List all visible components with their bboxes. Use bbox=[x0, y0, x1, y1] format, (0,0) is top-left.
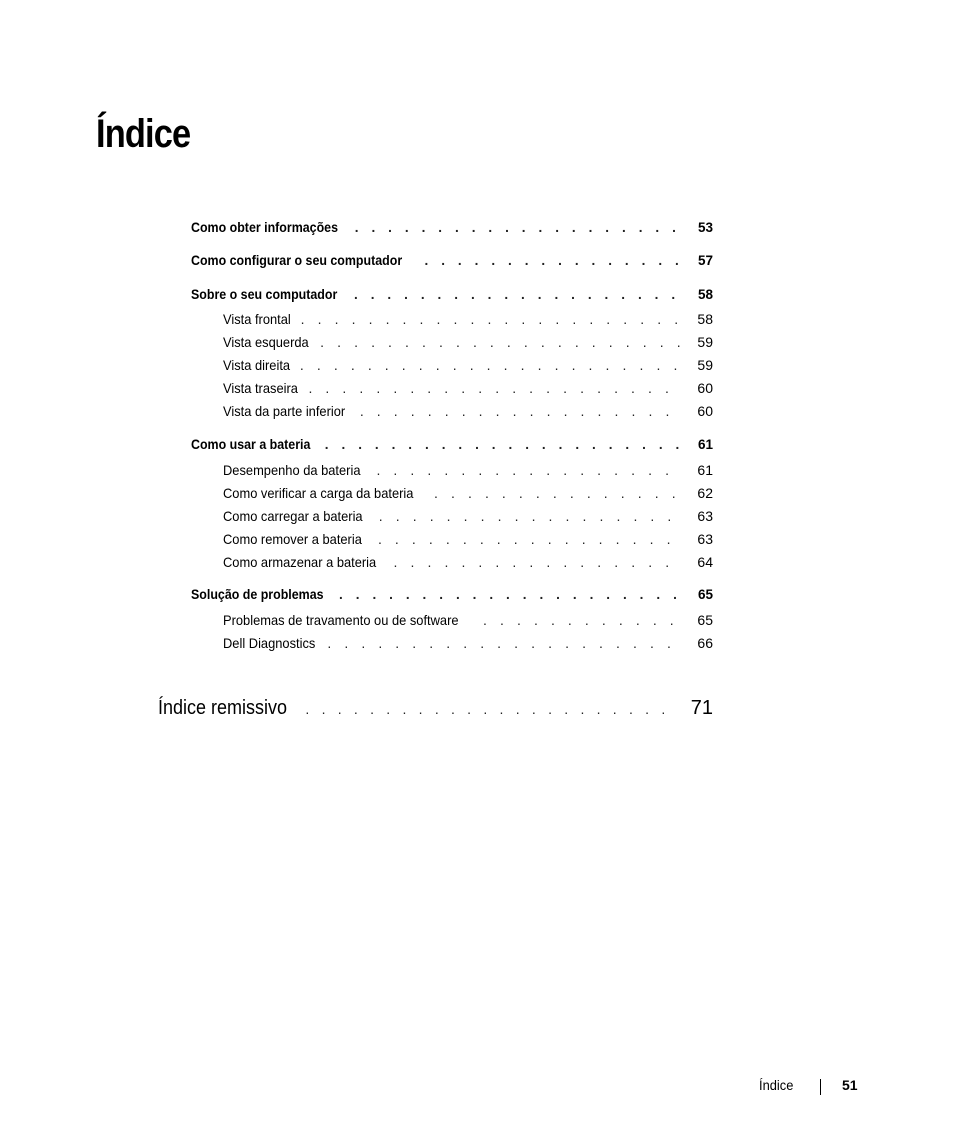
dot-leader bbox=[379, 507, 684, 525]
toc-entry-como-obter-informacoes[interactable] bbox=[191, 219, 713, 237]
toc-entry-label: Índice remissivo bbox=[158, 697, 288, 719]
toc-entry-page: 61 bbox=[697, 462, 713, 478]
toc-entry-page: 66 bbox=[697, 635, 713, 651]
toc-entry-page: 64 bbox=[697, 554, 713, 570]
toc-entry-vista-direita[interactable] bbox=[223, 356, 713, 374]
toc-entry-label: Como verificar a carga da bateria bbox=[223, 485, 414, 501]
toc-entry-page: 62 bbox=[697, 485, 713, 501]
toc-entry-page: 59 bbox=[697, 357, 713, 373]
toc-entry-vista-esquerda[interactable] bbox=[223, 333, 713, 351]
dot-leader bbox=[360, 402, 684, 420]
toc-entry-como-remover-a-bateria[interactable] bbox=[223, 530, 713, 548]
dot-leader bbox=[394, 553, 684, 571]
toc-entry-page: 60 bbox=[697, 380, 713, 396]
dot-leader bbox=[300, 356, 684, 374]
dot-leader bbox=[355, 219, 684, 237]
dot-leader bbox=[339, 586, 684, 604]
toc-entry-page: 63 bbox=[697, 531, 713, 547]
toc-entry-label: Dell Diagnostics bbox=[223, 635, 316, 651]
dot-leader bbox=[320, 333, 683, 351]
toc-entry-page: 65 bbox=[697, 587, 713, 602]
toc-entry-page: 58 bbox=[697, 311, 713, 327]
toc-entry-desempenho-da-bateria[interactable] bbox=[223, 461, 713, 479]
toc-entry-label: Problemas de travamento ou de software bbox=[223, 612, 459, 628]
toc-entry-page: 71 bbox=[690, 697, 713, 719]
toc-entry-como-armazenar-a-bateria[interactable] bbox=[223, 553, 713, 571]
toc-entry-problemas-de-travamento[interactable] bbox=[223, 611, 713, 629]
toc-entry-label: Desempenho da bateria bbox=[223, 462, 361, 478]
dot-leader bbox=[425, 252, 684, 270]
dot-leader bbox=[325, 436, 684, 454]
toc-entry-como-carregar-a-bateria[interactable] bbox=[223, 507, 713, 525]
dot-leader bbox=[483, 611, 683, 629]
toc-entry-label: Vista direita bbox=[223, 357, 291, 373]
toc-entry-vista-traseira[interactable] bbox=[223, 379, 713, 397]
toc-entry-vista-frontal[interactable] bbox=[223, 310, 713, 328]
toc-entry-solucao-de-problemas[interactable] bbox=[191, 586, 713, 604]
dot-leader bbox=[301, 310, 684, 328]
toc-entry-dell-diagnostics[interactable] bbox=[223, 634, 713, 652]
toc-entry-como-configurar[interactable] bbox=[191, 252, 713, 270]
toc-entry-label: Como usar a bateria bbox=[191, 437, 311, 452]
dot-leader bbox=[308, 379, 683, 397]
toc-entry-label: Como armazenar a bateria bbox=[223, 554, 377, 570]
dot-leader bbox=[376, 461, 683, 479]
toc-entry-label: Como obter informações bbox=[191, 220, 338, 235]
dot-leader bbox=[354, 286, 684, 304]
toc-entry-label: Como remover a bateria bbox=[223, 531, 362, 547]
toc-entry-label: Como carregar a bateria bbox=[223, 508, 363, 524]
toc-entry-page: 63 bbox=[697, 508, 713, 524]
dot-leader bbox=[327, 634, 683, 652]
toc-entry-como-verificar-a-carga[interactable] bbox=[223, 484, 713, 502]
toc-entry-como-usar-a-bateria[interactable] bbox=[191, 436, 713, 454]
page-title: Índice bbox=[96, 112, 191, 156]
dot-leader bbox=[305, 697, 676, 721]
toc-entry-label: Solução de problemas bbox=[191, 587, 324, 602]
toc-entry-vista-da-parte-inferior[interactable] bbox=[223, 402, 713, 420]
footer-page-number: 51 bbox=[842, 1077, 858, 1093]
toc-entry-page: 53 bbox=[697, 220, 713, 235]
toc-entry-indice-remissivo[interactable] bbox=[158, 696, 713, 721]
toc-entry-label: Vista traseira bbox=[223, 380, 298, 396]
dot-leader bbox=[434, 484, 683, 502]
toc-entry-page: 61 bbox=[697, 437, 713, 452]
toc-entry-page: 57 bbox=[697, 253, 713, 268]
footer-divider bbox=[820, 1079, 821, 1095]
toc-entry-label: Sobre o seu computador bbox=[191, 287, 338, 302]
toc-entry-page: 60 bbox=[697, 403, 713, 419]
toc-entry-page: 59 bbox=[697, 334, 713, 350]
toc-entry-label: Como configurar o seu computador bbox=[191, 253, 403, 268]
dot-leader bbox=[378, 530, 683, 548]
toc-entry-page: 58 bbox=[697, 287, 713, 302]
toc-entry-page: 65 bbox=[697, 612, 713, 628]
toc-entry-label: Vista frontal bbox=[223, 311, 291, 327]
toc-entry-sobre-o-seu-computador[interactable] bbox=[191, 286, 713, 304]
toc-entry-label: Vista da parte inferior bbox=[223, 403, 346, 419]
toc-entry-label: Vista esquerda bbox=[223, 334, 309, 350]
footer-section-label: Índice bbox=[759, 1077, 794, 1093]
